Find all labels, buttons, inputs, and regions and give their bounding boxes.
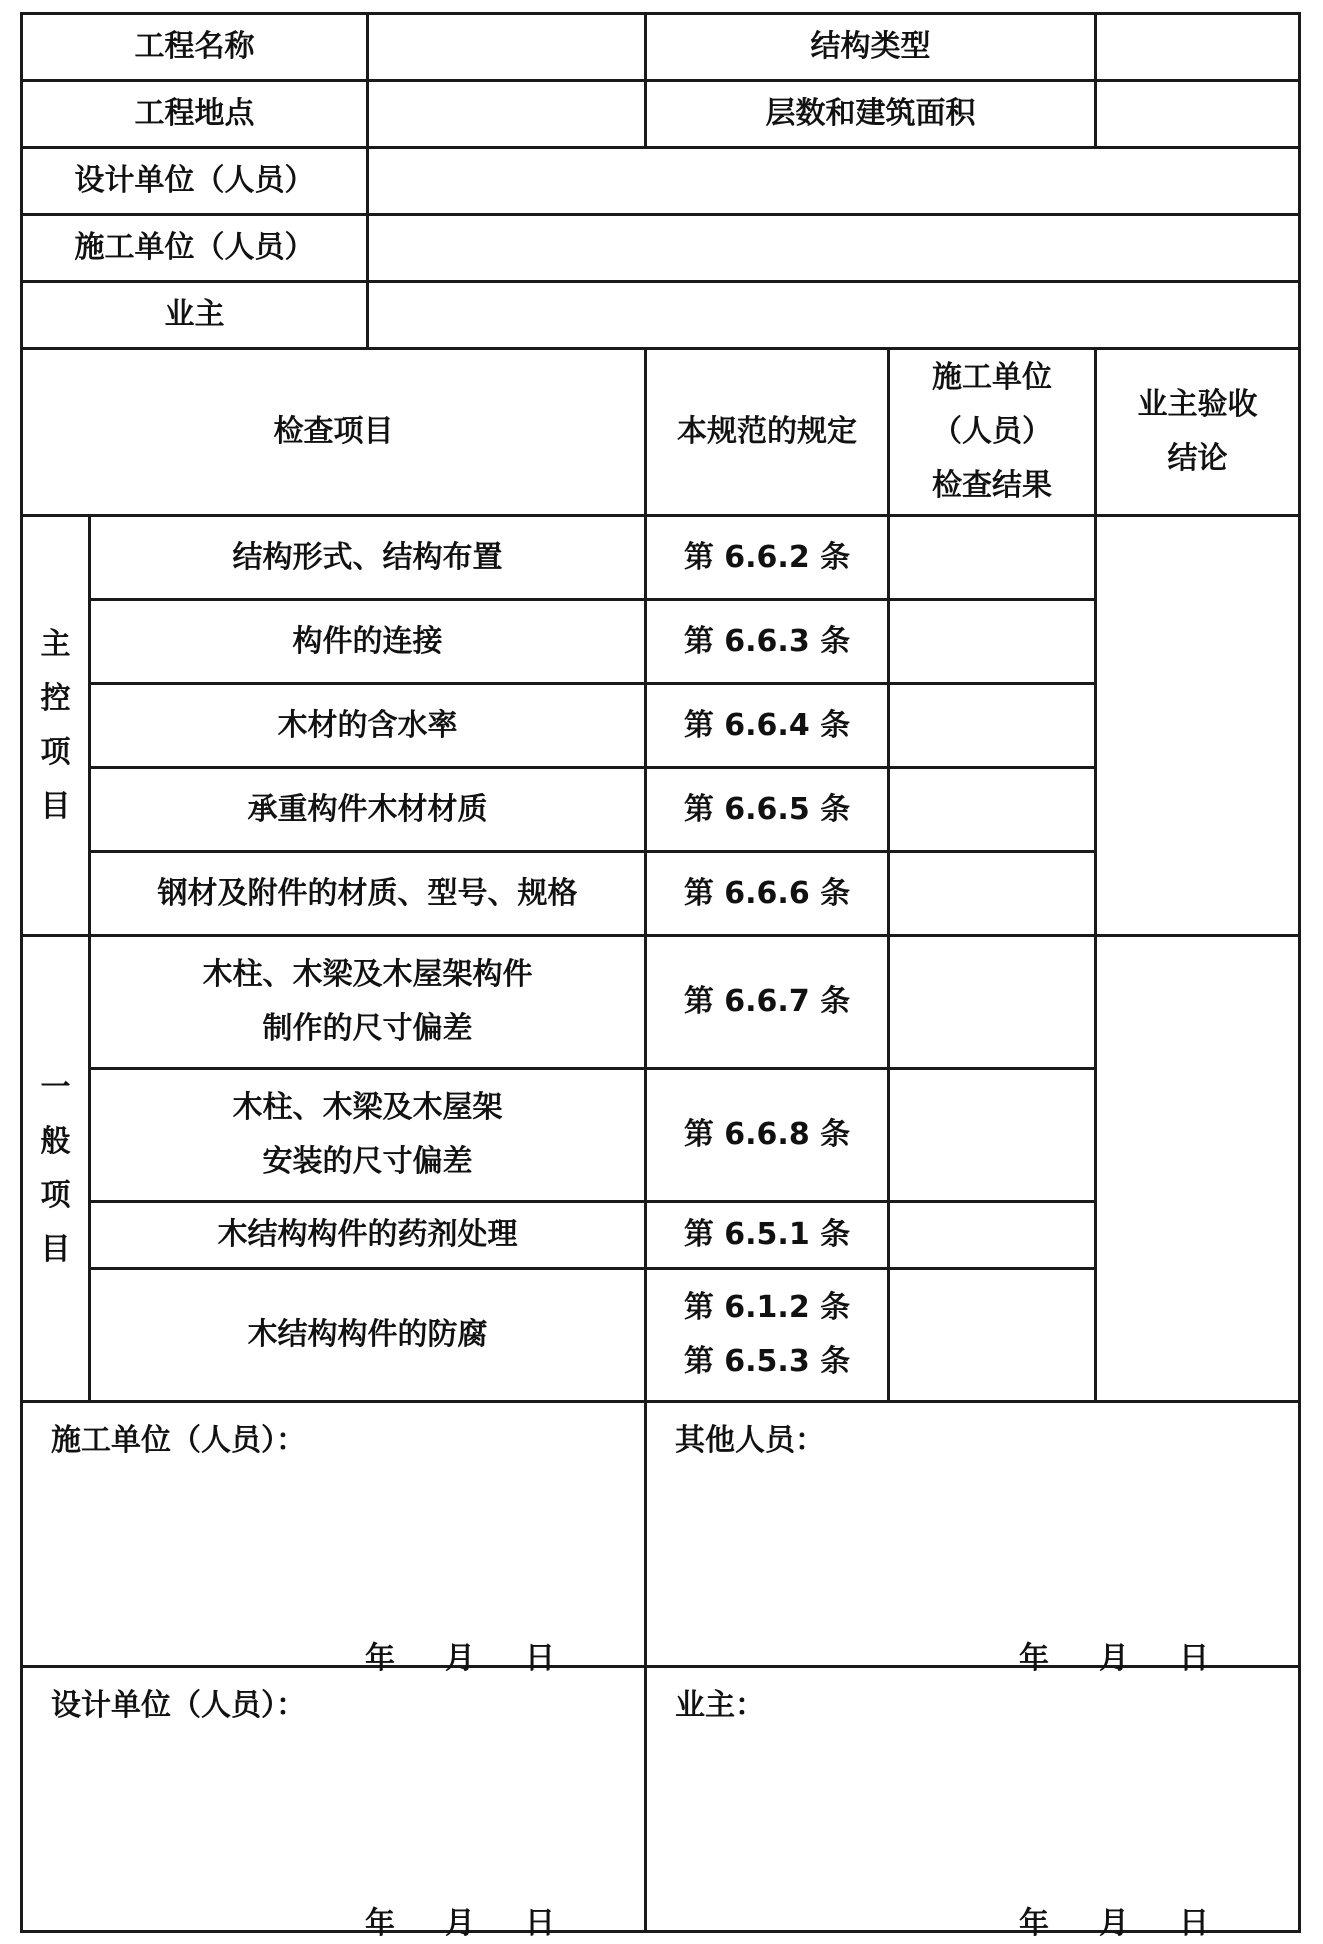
owner-conclusion-cell[interactable]: [1096, 936, 1300, 1402]
check-item: 构件的连接: [90, 600, 646, 684]
signature-label: 业主：: [675, 1688, 765, 1723]
spec-provision-header: 本规范的规定: [646, 349, 889, 516]
date-year: 年: [1019, 1906, 1049, 1941]
construction-result-cell[interactable]: [889, 936, 1096, 1069]
construction-result-cell[interactable]: [889, 516, 1096, 600]
group-label-char: 般: [40, 1123, 71, 1159]
construction-result-cell[interactable]: [889, 1269, 1096, 1402]
signature-label: 施工单位（人员）：: [51, 1423, 306, 1458]
date-day: 日: [525, 1906, 555, 1941]
owner-label: 业主: [22, 282, 368, 349]
signature-label: 设计单位（人员）：: [51, 1688, 306, 1723]
signature-label: 其他人员：: [675, 1423, 825, 1458]
structure-type-label: 结构类型: [646, 14, 1096, 81]
date-month: 月: [1099, 1641, 1129, 1676]
date-year: 年: [1019, 1641, 1049, 1676]
construction-result-cell[interactable]: [889, 1069, 1096, 1202]
spec-provision: 第 6.6.8 条: [646, 1069, 889, 1202]
date-year: 年: [365, 1906, 395, 1941]
construction-result-cell[interactable]: [889, 684, 1096, 768]
acceptance-form: [20, 12, 1298, 1941]
construction-unit-value[interactable]: [368, 215, 1300, 282]
check-item-line: 木柱、木梁及木屋架构件: [202, 957, 533, 992]
construction-result-cell[interactable]: [889, 768, 1096, 852]
design-unit-signature[interactable]: [22, 1667, 646, 1941]
spec-provision: 第 6.6.4 条: [646, 684, 889, 768]
project-location-value[interactable]: [368, 81, 646, 148]
check-item: 结构形式、结构布置: [90, 516, 646, 600]
spec-provision: 第 6.6.7 条: [646, 936, 889, 1069]
owner-conclusion-header-line: 结论: [1167, 441, 1228, 476]
check-item: 木结构构件的防腐: [90, 1269, 646, 1402]
date-year: 年: [365, 1641, 395, 1676]
row-construction-unit: [22, 215, 1300, 282]
spec-provision: 第 6.6.5 条: [646, 768, 889, 852]
project-name-label: 工程名称: [22, 14, 368, 81]
group-label-char: 主: [40, 626, 71, 662]
group-label-char: 控: [40, 680, 71, 716]
construction-result-header-line: 检查结果: [932, 468, 1052, 503]
main-control-group-label: [22, 516, 90, 936]
check-item: 承重构件木材材质: [90, 768, 646, 852]
check-item-line: 木柱、木梁及木屋架: [232, 1090, 503, 1125]
other-personnel-signature[interactable]: [646, 1402, 1300, 1676]
owner-conclusion-cell[interactable]: [1096, 516, 1300, 936]
check-item: 木结构构件的药剂处理: [90, 1202, 646, 1269]
date-day: 日: [1179, 1906, 1209, 1941]
construction-result-header-line: （人员）: [932, 414, 1052, 449]
spec-provision-line: 第 6.5.3 条: [683, 1344, 851, 1379]
check-item: [90, 1069, 646, 1202]
floors-area-label: 层数和建筑面积: [646, 81, 1096, 148]
check-item: 木材的含水率: [90, 684, 646, 768]
construction-result-header: [889, 349, 1096, 516]
group-label-char: 项: [40, 734, 71, 770]
group-label-char: 一: [40, 1069, 71, 1105]
construction-result-cell[interactable]: [889, 852, 1096, 936]
group-label-char: 目: [40, 1231, 71, 1267]
check-item-line: 制作的尺寸偏差: [262, 1011, 473, 1046]
spec-provision: 第 6.6.6 条: [646, 852, 889, 936]
owner-signature[interactable]: [646, 1667, 1300, 1941]
check-item: 钢材及附件的材质、型号、规格: [90, 852, 646, 936]
signature-row: [22, 1402, 1300, 1667]
check-item-line: 安装的尺寸偏差: [262, 1144, 473, 1179]
date-month: 月: [445, 1641, 475, 1676]
spec-provision: 第 6.6.2 条: [646, 516, 889, 600]
design-unit-label: 设计单位（人员）: [22, 148, 368, 215]
floors-area-value[interactable]: [1096, 81, 1300, 148]
table-row: [22, 516, 1300, 600]
row-design-unit: [22, 148, 1300, 215]
row-project-location: [22, 81, 1300, 148]
structure-type-value[interactable]: [1096, 14, 1300, 81]
general-group-label: [22, 936, 90, 1402]
construction-result-header-line: 施工单位: [932, 360, 1052, 395]
date-month: 月: [445, 1906, 475, 1941]
construction-result-cell[interactable]: [889, 600, 1096, 684]
spec-provision: [646, 1269, 889, 1402]
check-item: [90, 936, 646, 1069]
date-day: 日: [525, 1641, 555, 1676]
row-owner: [22, 282, 1300, 349]
check-item-header: 检查项目: [22, 349, 646, 516]
spec-provision: 第 6.6.3 条: [646, 600, 889, 684]
construction-unit-label: 施工单位（人员）: [22, 215, 368, 282]
group-label-char: 项: [40, 1177, 71, 1213]
spec-provision: 第 6.5.1 条: [646, 1202, 889, 1269]
owner-value[interactable]: [368, 282, 1300, 349]
column-header-row: [22, 349, 1300, 516]
spec-provision-line: 第 6.1.2 条: [683, 1290, 851, 1325]
project-location-label: 工程地点: [22, 81, 368, 148]
project-name-value[interactable]: [368, 14, 646, 81]
group-label-char: 目: [40, 788, 71, 824]
construction-unit-signature[interactable]: [22, 1402, 646, 1676]
signature-row: [22, 1667, 1300, 1932]
date-month: 月: [1099, 1906, 1129, 1941]
construction-result-cell[interactable]: [889, 1202, 1096, 1269]
owner-conclusion-header: [1096, 349, 1300, 516]
table-row: [22, 936, 1300, 1069]
row-project-name: [22, 14, 1300, 81]
design-unit-value[interactable]: [368, 148, 1300, 215]
date-day: 日: [1179, 1641, 1209, 1676]
owner-conclusion-header-line: 业主验收: [1137, 387, 1258, 422]
inspection-table: [20, 12, 1301, 1941]
